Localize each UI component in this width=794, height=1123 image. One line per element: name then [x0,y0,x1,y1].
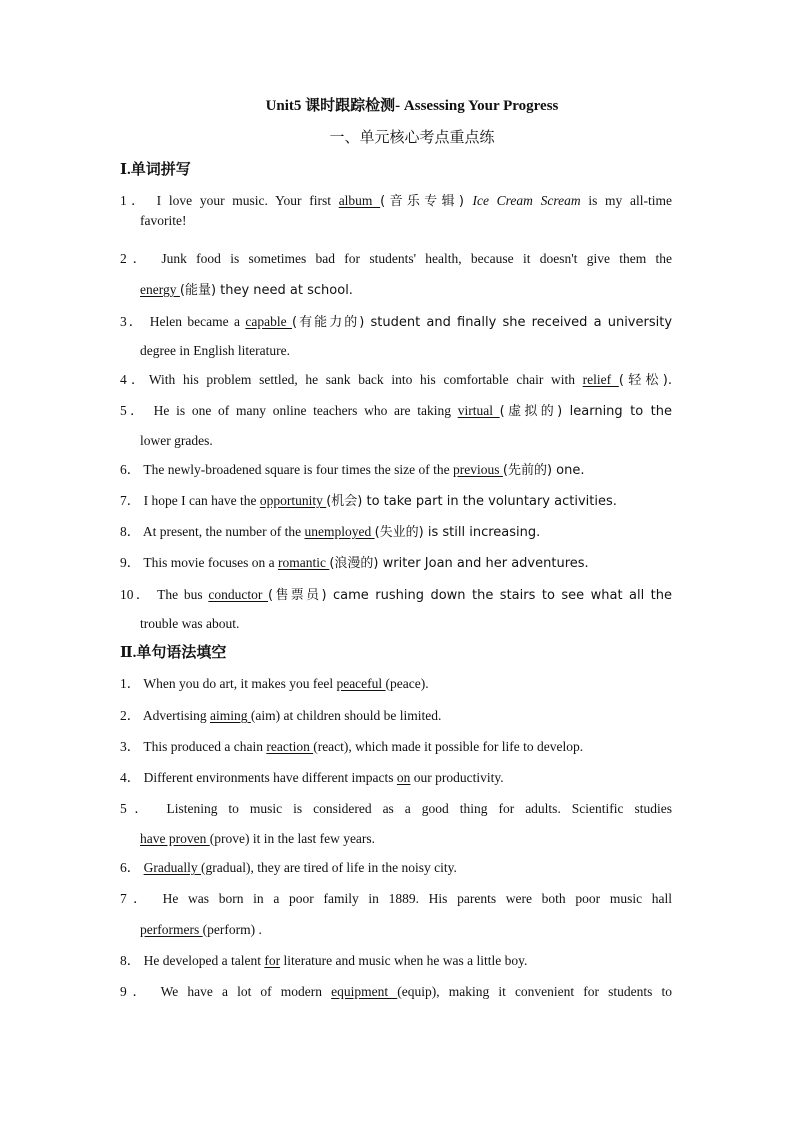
answer: peaceful [336,676,386,691]
answer: for [264,953,281,968]
answer: relief [582,372,619,387]
list-item: 4．With his problem settled, he sank back into his comfortable chair with relief (轻松). [120,372,672,388]
answer: Gradually [143,860,201,875]
list-item: 5． Listening to music is considered as a good thing for adults. Scientific studies have proven (prove) it in the last few years. [120,801,672,846]
list-item: 8． He developed a talent for literature and music when he was a little boy. [120,953,528,968]
list-item: 9． This movie focuses on a romantic (浪漫的) writer Joan and her adventures. [120,555,589,571]
answer: aiming [210,708,251,723]
list-item: 6． The newly-broadened square is four times the size of the previous (先前的) one. [120,462,585,478]
list-item: 1． When you do art, it makes you feel peaceful (peace). [120,676,429,691]
list-item: 7． He was born in a poor family in 1889. His parents were both poor music hall performers (perform) . [120,891,672,937]
answer: have proven [140,831,210,846]
answer: energy [140,282,180,297]
list-item: 3． Helen became a capable (有能力的) student and finally she received a university degree in English literature. [120,314,672,358]
answer: virtual [457,403,500,418]
answer: capable [245,314,293,329]
page-title: Unit5 课时跟踪检测- Assessing Your Progress [265,98,559,114]
answer: conductor [208,587,269,602]
page-subtitle: 一、单元核心考点重点练 [329,130,495,146]
list-item: 3． This produced a chain reaction (react), which made it possible for life to develop. [120,739,584,754]
list-item: 5． He is one of many online teachers who are taking virtual (虚拟的) learning to the lower grades. [120,403,672,448]
list-item: 7． I hope I can have the opportunity (机会) to take part in the voluntary activities. [120,493,617,509]
list-item: 4． Different environments have different impacts on our productivity. [120,770,504,785]
answer: reaction [266,739,314,754]
answer: romantic [277,555,330,570]
list-item: 9． We have a lot of modern equipment (equip), making it convenient for students to [120,984,672,999]
section-heading-spelling: Ⅰ.单词拼写 [120,162,191,178]
answer: on [396,770,411,785]
list-item: 2． Advertising aiming (aim) at children should be limited. [120,708,442,723]
list-item: 10． The bus conductor (售票员) came rushing down the stairs to see what all the trouble was about. [120,587,672,631]
list-item: 8． At present, the number of the unemployed (失业的) is still increasing. [120,524,541,540]
section-heading-grammar: Ⅱ.单句语法填空 [120,645,227,661]
answer: opportunity [259,493,327,508]
list-item: 1． I love your music. Your first album (音乐专辑) Ice Cream Scream is my all-time favorite! [120,193,672,228]
answer: equipment [331,984,398,999]
list-item: 2． Junk food is sometimes bad for students' health, because it doesn't give them the energy (能量) they need at school. [120,251,672,298]
answer: unemployed [304,524,375,539]
answer: previous [453,462,503,477]
list-item: 6． Gradually (gradual), they are tired of life in the noisy city. [120,860,457,875]
answer: performers [140,922,203,937]
answer: album [338,193,381,208]
